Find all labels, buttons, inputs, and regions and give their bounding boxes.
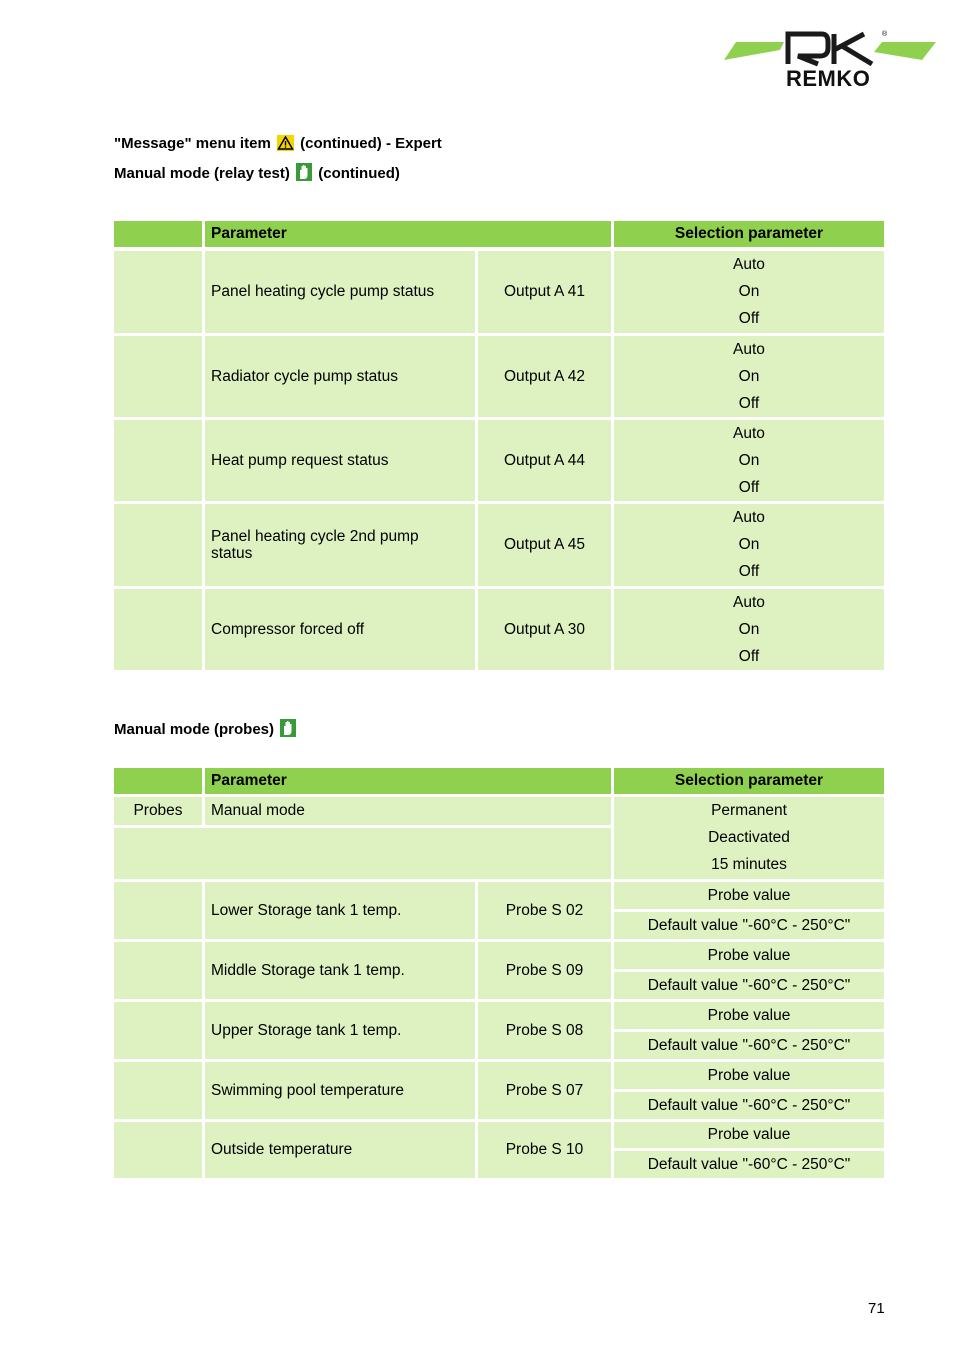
table2-header-selection: Selection parameter — [614, 768, 884, 794]
option-off: Off — [738, 310, 760, 328]
option-auto: Auto — [733, 255, 765, 273]
table1-header-parameter: Parameter — [205, 221, 611, 247]
manual-hand-icon — [296, 163, 312, 181]
option-on: On — [738, 535, 760, 553]
probe-value: Probe value — [614, 1002, 884, 1029]
table-row-name: Radiator cycle pump status — [205, 336, 475, 417]
table-row-blank — [114, 942, 202, 999]
option-off: Off — [738, 563, 760, 581]
table-row-output: Output A 30 — [478, 589, 611, 670]
registered-mark: ® — [882, 31, 888, 38]
probe-row-name: Middle Storage tank 1 temp. — [205, 942, 475, 999]
table-row-output: Output A 45 — [478, 504, 611, 586]
probes-label: Probes — [114, 797, 202, 825]
manual-mode-label: Manual mode — [205, 797, 611, 825]
table-row-name: Compressor forced off — [205, 589, 475, 670]
table-row-blank — [114, 828, 611, 879]
option-on: On — [738, 367, 760, 385]
probe-row-id: Probe S 07 — [478, 1062, 611, 1119]
probe-default-value: Default value "-60°C - 250°C" — [614, 1151, 884, 1178]
probe-row-name: Swimming pool temperature — [205, 1062, 475, 1119]
option-auto: Auto — [733, 424, 765, 442]
option-off: Off — [738, 478, 760, 496]
probe-value: Probe value — [614, 942, 884, 969]
option-off: Off — [738, 394, 760, 412]
probe-value: Probe value — [614, 882, 884, 909]
probe-default-value: Default value "-60°C - 250°C" — [614, 912, 884, 939]
manual-mode-options — [614, 797, 884, 879]
probe-value: Probe value — [614, 1122, 884, 1148]
table-row-options — [614, 251, 884, 333]
table-row-blank — [114, 589, 202, 670]
table-row-blank — [114, 420, 202, 501]
table2-header-parameter: Parameter — [205, 768, 611, 794]
probe-row-name: Lower Storage tank 1 temp. — [205, 882, 475, 939]
table-row-options — [614, 589, 884, 670]
probe-default-value: Default value "-60°C - 250°C" — [614, 1092, 884, 1119]
option-deactivated: Deactivated — [708, 828, 790, 846]
option-auto: Auto — [733, 593, 765, 611]
probe-row-id: Probe S 02 — [478, 882, 611, 939]
option-auto: Auto — [733, 340, 765, 358]
probe-row-id: Probe S 08 — [478, 1002, 611, 1059]
table-row-blank — [114, 336, 202, 417]
table-row-blank — [114, 1062, 202, 1119]
option-off: Off — [738, 647, 760, 665]
probe-row-id: Probe S 09 — [478, 942, 611, 999]
table-row-name: Panel heating cycle pump status — [205, 251, 475, 333]
logo-wordmark: REMKO — [786, 66, 871, 91]
table-row-options — [614, 336, 884, 417]
table2-header-blank — [114, 768, 202, 794]
table-row-blank — [114, 1122, 202, 1178]
probe-value: Probe value — [614, 1062, 884, 1089]
probe-row-name: Upper Storage tank 1 temp. — [205, 1002, 475, 1059]
table-row-output: Output A 41 — [478, 251, 611, 333]
probe-default-value: Default value "-60°C - 250°C" — [614, 972, 884, 999]
section-heading-probes: Manual mode (probes) — [114, 719, 298, 739]
probe-row-name: Outside temperature — [205, 1122, 475, 1178]
option-auto: Auto — [733, 508, 765, 526]
table-row-name: Heat pump request status — [205, 420, 475, 501]
probe-default-value: Default value "-60°C - 250°C" — [614, 1032, 884, 1059]
warning-triangle-icon — [277, 135, 294, 151]
section-heading-relay-test: Manual mode (relay test) (continued) — [114, 165, 400, 182]
page-number: 71 — [868, 1300, 885, 1317]
table-row-output: Output A 42 — [478, 336, 611, 417]
option-on: On — [738, 620, 760, 638]
table1-header-blank — [114, 221, 202, 247]
table1-header-selection: Selection parameter — [614, 221, 884, 247]
option-on: On — [738, 282, 760, 300]
table-row-options — [614, 420, 884, 501]
option-on: On — [738, 451, 760, 469]
table-row-options — [614, 504, 884, 586]
section-heading-message: "Message" menu item (continued) - Expert — [114, 135, 442, 152]
table-row-blank — [114, 251, 202, 333]
probe-row-id: Probe S 10 — [478, 1122, 611, 1178]
option-15-minutes: 15 minutes — [711, 856, 787, 874]
table-row-blank — [114, 504, 202, 586]
option-permanent: Permanent — [711, 801, 787, 819]
table-row-blank — [114, 882, 202, 939]
table-row-blank — [114, 1002, 202, 1059]
table-row-output: Output A 44 — [478, 420, 611, 501]
manual-hand-icon — [280, 719, 296, 737]
table-row-name: Panel heating cycle 2nd pump status — [205, 504, 475, 586]
